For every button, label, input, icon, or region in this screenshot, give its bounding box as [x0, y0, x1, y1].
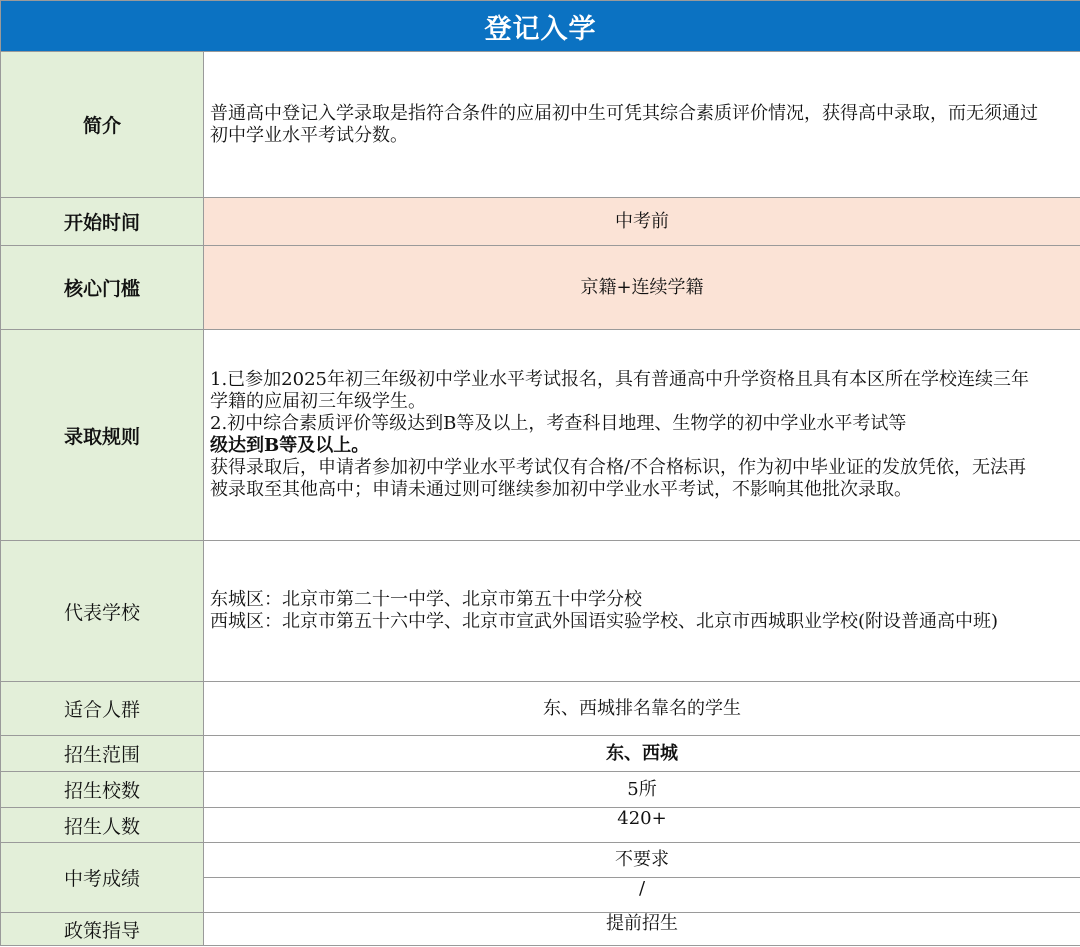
value-score-2: /	[204, 878, 1080, 913]
label-enroll-count: 招生人数	[1, 808, 204, 843]
label-range: 招生范围	[1, 736, 204, 772]
row-range	[1, 736, 1080, 772]
row-rules	[1, 330, 1080, 541]
rules-line-2b: 级达到B等及以上。	[210, 435, 370, 456]
value-schools	[204, 541, 1080, 682]
row-core-threshold	[1, 246, 1080, 330]
value-rules	[204, 330, 1080, 541]
value-policy: 提前招生	[204, 913, 1080, 946]
value-core-threshold: 京籍+连续学籍	[204, 246, 1080, 330]
rules-line-3: 获得录取后，申请者参加初中学业水平考试仅有合格/不合格标识，作为初中毕业证的发放凭依，无法再被录取至其他高中；申请未通过则可继续参加初中学业水平考试，不影响其他批次录取。	[210, 457, 1027, 500]
row-audience	[1, 682, 1080, 736]
value-range: 东、西城	[204, 736, 1080, 772]
row-policy	[1, 913, 1080, 946]
schools-xicheng: 西城区：北京市第五十六中学、北京市宣武外国语实验学校、北京市西城职业学校(附设普通高中班)	[210, 611, 999, 632]
label-schools: 代表学校	[1, 541, 204, 682]
label-score: 中考成绩	[1, 843, 204, 913]
value-audience: 东、西城排名靠名的学生	[204, 682, 1080, 736]
row-school-count	[1, 772, 1080, 808]
intro-text: 普通高中登记入学录取是指符合条件的应届初中生可凭其综合素质评价情况，获得高中录取，而无须通过初中学业水平考试分数。	[210, 102, 1038, 146]
value-intro	[204, 52, 1080, 198]
label-school-count: 招生校数	[1, 772, 204, 808]
row-start-time	[1, 198, 1080, 246]
schools-dongcheng: 东城区：北京市第二十一中学、北京市第五十中学分校	[210, 589, 642, 610]
value-school-count: 5所	[204, 772, 1080, 808]
label-audience: 适合人群	[1, 682, 204, 736]
label-policy: 政策指导	[1, 913, 204, 946]
title-row	[1, 1, 1080, 52]
label-start-time: 开始时间	[1, 198, 204, 246]
row-enroll-count	[1, 808, 1080, 843]
row-schools	[1, 541, 1080, 682]
label-rules: 录取规则	[1, 330, 204, 541]
value-enroll-count: 420+	[204, 808, 1080, 843]
row-score-a	[1, 843, 1080, 878]
value-score-1: 不要求	[204, 843, 1080, 878]
row-intro	[1, 52, 1080, 198]
rules-line-1: 1.已参加2025年初三年级初中学业水平考试报名，具有普通高中升学资格且具有本区所在学校连续三年学籍的应届初三年级学生。	[210, 369, 1029, 412]
rules-line-2a: 2.初中综合素质评价等级达到B等及以上，考查科目地理、生物学的初中学业水平考试等	[210, 413, 907, 434]
sheet-title: 登记入学	[1, 1, 1080, 52]
label-intro: 简介	[1, 52, 204, 198]
label-core-threshold: 核心门槛	[1, 246, 204, 330]
value-start-time: 中考前	[204, 198, 1080, 246]
